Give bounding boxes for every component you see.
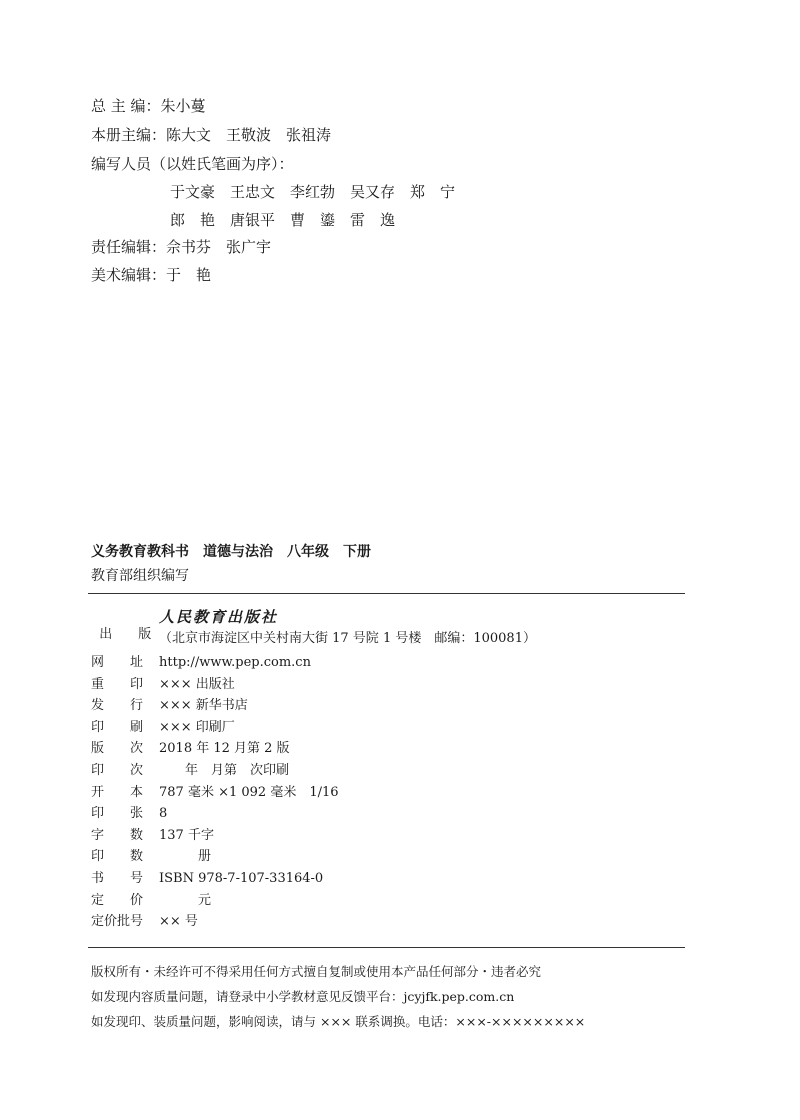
imprint-row [91, 827, 214, 845]
replacement-notice: 如发现印、装质量问题，影响阅读，请与 ××× 联系调换。电话：×××-××××××××× [91, 1014, 586, 1029]
imprint-value: 元 [159, 892, 212, 908]
bottom-divider [88, 947, 685, 948]
imprint-row [91, 654, 311, 672]
imprint-label: 印 次 [91, 763, 144, 778]
imprint-label: 字 数 [91, 827, 144, 843]
imprint-label: 印 张 [91, 806, 144, 822]
imprint-label: 印 刷 [91, 719, 144, 735]
imprint-row [91, 913, 198, 931]
imprint-value: 787 毫米 ×1 092 毫米 1/16 [159, 784, 339, 800]
imprint-label: 网 址 [91, 655, 144, 670]
imprint-label: 定 价 [91, 892, 144, 908]
imprint-row [91, 697, 248, 715]
imprint-row [91, 719, 235, 737]
art-editor: 美术编辑：于 艳 [91, 266, 212, 284]
writers-label: 编写人员（以姓氏笔画为序）： [91, 155, 294, 173]
imprint-label: 书 号 [91, 871, 144, 886]
imprint-row [91, 848, 212, 866]
imprint-value: ISBN 978-7-107-33164-0 [159, 871, 324, 886]
imprint-label: 版 次 [91, 741, 144, 757]
imprint-row [91, 762, 290, 780]
volume-editors: 本册主编：陈大文 王敬波 张祖涛 [91, 126, 332, 144]
publisher-logo: 人民教育出版社 [159, 608, 279, 626]
imprint-row [91, 805, 168, 823]
imprint-row [91, 676, 235, 694]
book-title: 义务教育教科书 道德与法治 八年级 下册 [91, 544, 371, 560]
imprint-label: 开 本 [91, 784, 144, 800]
chief-editor: 总 主 编：朱小蔓 [91, 97, 206, 115]
book-compiler: 教育部组织编写 [91, 568, 189, 584]
imprint-value: 137 千字 [159, 827, 214, 843]
imprint-value: http://www.pep.com.cn [159, 655, 311, 670]
imprint-value: 年 月第 次印刷 [159, 763, 290, 778]
imprint-label: 重 印 [91, 676, 144, 692]
feedback-notice: 如发现内容质量问题，请登录中小学教材意见反馈平台：jcyjfk.pep.com.cn [91, 989, 515, 1004]
publisher-label: 出 版 [99, 627, 152, 642]
imprint-value: 册 [159, 849, 212, 865]
imprint-value: 8 [159, 806, 168, 822]
imprint-label: 印 数 [91, 849, 144, 865]
imprint-row [91, 892, 212, 910]
imprint-value: 2018 年 12 月第 2 版 [159, 741, 290, 757]
top-divider [88, 593, 685, 594]
imprint-value: ××× 新华书店 [159, 698, 248, 714]
copyright-notice: 版权所有・未经许可不得采用任何方式擅自复制或使用本产品任何部分・违者必究 [91, 964, 542, 979]
imprint-value: ×× 号 [159, 914, 198, 930]
imprint-row [91, 740, 290, 758]
publisher-address: （北京市海淀区中关村南大街 17 号院 1 号楼 邮编：100081） [159, 631, 536, 646]
writers-line-1: 于文豪 王忠文 李红勃 吴又存 郑 宁 [170, 183, 456, 201]
imprint-row [91, 784, 339, 802]
responsible-editors: 责任编辑：佘书芬 张广宇 [91, 238, 272, 256]
imprint-value: ××× 印刷厂 [159, 719, 235, 735]
imprint-row [91, 870, 324, 888]
imprint-label: 定价批号 [91, 914, 144, 930]
writers-line-2: 郎 艳 唐银平 曹 鎏 雷 逸 [170, 211, 396, 229]
imprint-label: 发 行 [91, 698, 144, 714]
imprint-value: ××× 出版社 [159, 676, 235, 692]
